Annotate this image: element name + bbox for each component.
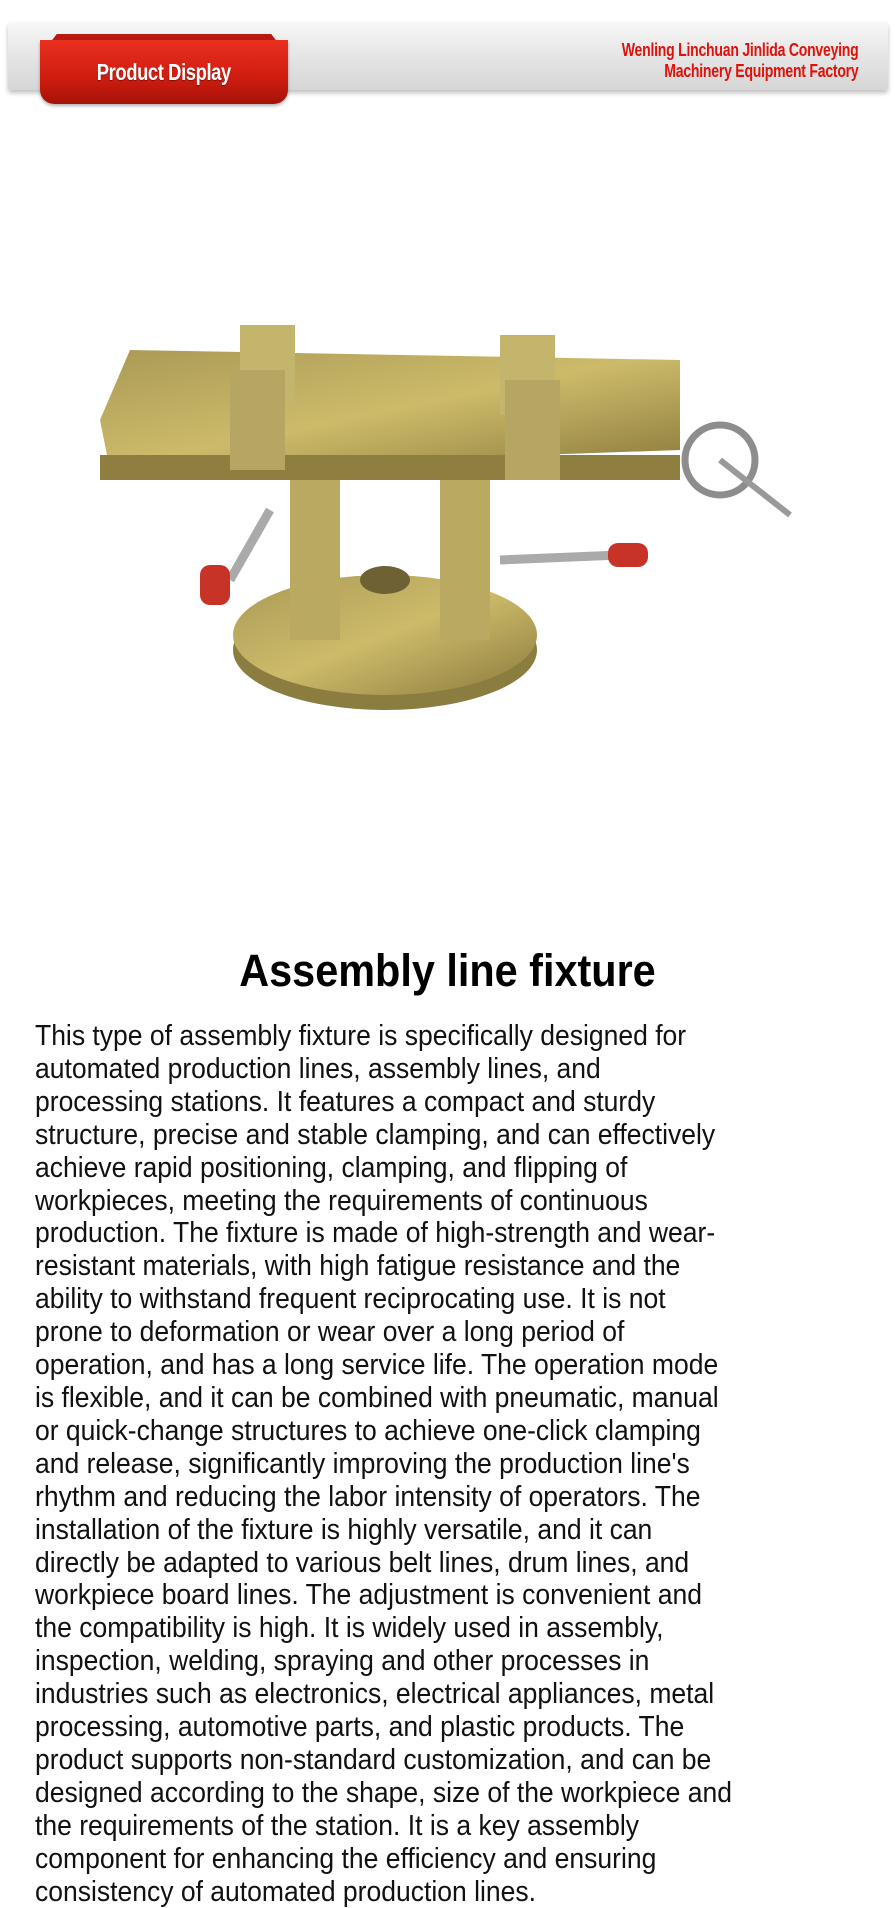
description-line: rhythm and reducing the labor intensity of operators. The bbox=[35, 1480, 701, 1513]
product-photo bbox=[0, 110, 895, 930]
description-line: and release, significantly improving the production line's bbox=[35, 1447, 690, 1480]
company-name bbox=[621, 40, 858, 82]
header-banner bbox=[8, 22, 888, 90]
description-line: processing stations. It features a compact and sturdy bbox=[35, 1085, 656, 1118]
badge-label: Product Display bbox=[96, 58, 232, 85]
company-line-2: Machinery Equipment Factory bbox=[663, 61, 858, 81]
description-line: installation of the fixture is highly versatile, and it can bbox=[35, 1513, 653, 1546]
description-line: designed according to the shape, size of the workpiece and bbox=[35, 1776, 732, 1809]
description-line: component for enhancing the efficiency and ensuring bbox=[35, 1842, 657, 1875]
company-line-1: Wenling Linchuan Jinlida Conveying bbox=[621, 40, 858, 60]
product-description bbox=[35, 1020, 895, 1908]
description-line: workpieces, meeting the requirements of continuous bbox=[35, 1184, 648, 1217]
product-display-ribbon bbox=[30, 34, 298, 104]
ribbon-body bbox=[40, 40, 288, 104]
description-line: industries such as electronics, electrical appliances, metal bbox=[35, 1678, 715, 1711]
description-line: consistency of automated production lines. bbox=[35, 1875, 536, 1908]
description-line: ability to withstand frequent reciprocating use. It is not bbox=[35, 1283, 666, 1316]
description-line: production. The fixture is made of high-strength and wear- bbox=[35, 1217, 716, 1250]
description-line: operation, and has a long service life. The operation mode bbox=[35, 1349, 719, 1382]
description-line: inspection, welding, spraying and other processes in bbox=[35, 1645, 650, 1678]
description-line: processing, automotive parts, and plastic products. The bbox=[35, 1711, 685, 1744]
description-line: achieve rapid positioning, clamping, and flipping of bbox=[35, 1151, 628, 1184]
description-line: prone to deformation or wear over a long period of bbox=[35, 1316, 625, 1349]
description-line: workpiece board lines. The adjustment is convenient and bbox=[35, 1579, 702, 1612]
description-line: resistant materials, with high fatigue resistance and the bbox=[35, 1250, 681, 1283]
description-line: product supports non-standard customization, and can be bbox=[35, 1743, 712, 1776]
description-line: the requirements of the station. It is a key assembly bbox=[35, 1809, 640, 1842]
product-title: Assembly line fixture bbox=[239, 945, 656, 996]
description-line: structure, precise and stable clamping, and can effectively bbox=[35, 1118, 716, 1151]
description-line: This type of assembly fixture is specifically designed for bbox=[35, 1020, 687, 1052]
description-line: is flexible, and it can be combined with pneumatic, manual bbox=[35, 1381, 719, 1414]
description-line: the compatibility is high. It is widely used in assembly, bbox=[35, 1612, 664, 1645]
description-line: or quick-change structures to achieve one-click clamping bbox=[35, 1414, 701, 1447]
description-line: automated production lines, assembly lines, and bbox=[35, 1052, 601, 1085]
description-line: directly be adapted to various belt lines, drum lines, and bbox=[35, 1546, 690, 1579]
